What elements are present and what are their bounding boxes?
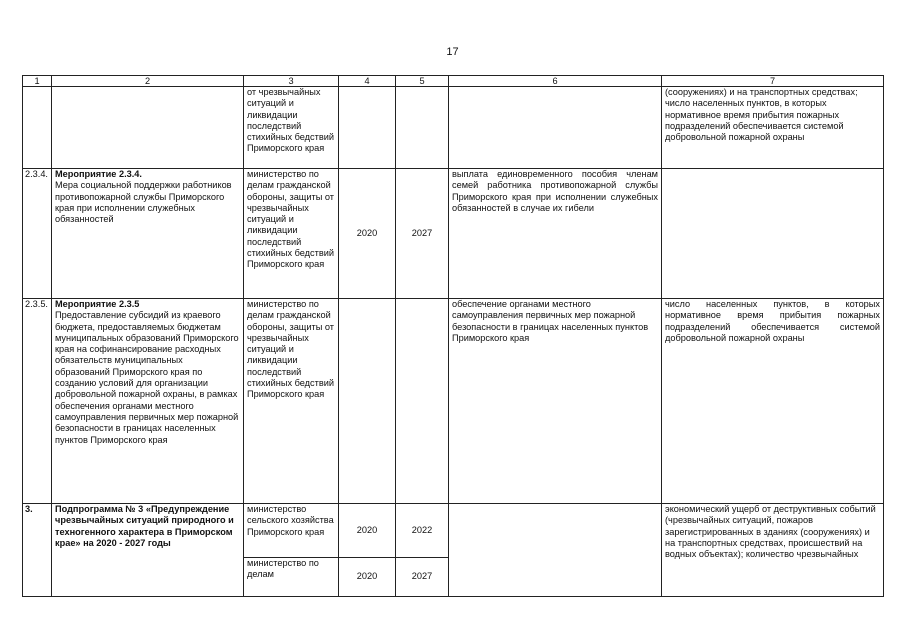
table-row — [23, 87, 884, 169]
start-year-cell — [339, 504, 396, 597]
column-header: 4 — [339, 76, 396, 87]
start-year-cell — [339, 87, 396, 169]
measure-title: Мероприятие 2.3.5 — [55, 299, 140, 309]
end-year-secondary: 2027 — [411, 571, 433, 582]
executor-secondary: министерство по делам — [247, 558, 319, 580]
result-cell — [449, 504, 662, 597]
page-number: 17 — [446, 46, 459, 58]
column-header: 5 — [396, 76, 449, 87]
result-cell: выплата единовременного пособия членам семей работника противопожарной службы Приморского края при исполнении служебных обязанностей в случае их гибели — [449, 169, 662, 299]
column-header: 6 — [449, 76, 662, 87]
result-cell — [449, 87, 662, 169]
measure-cell — [52, 299, 244, 504]
start-year-cell: 2020 — [339, 169, 396, 299]
column-header: 7 — [662, 76, 884, 87]
end-year-cell — [396, 504, 449, 597]
end-year-cell — [396, 299, 449, 504]
indicator-cell: число населенных пунктов, в которых нормативное время прибытия пожарных подразделений обеспечивается системой добровольной пожарной охраны — [662, 299, 884, 504]
row-number — [23, 87, 52, 169]
column-header: 2 — [52, 76, 244, 87]
subprogram-title: Подпрограмма № 3 «Предупреждение чрезвычайных ситуаций природного и техногенного характера в Приморском крае» на 2020 - 2027 годы — [52, 504, 244, 597]
measure-cell — [52, 87, 244, 169]
start-year-secondary: 2020 — [356, 571, 378, 582]
table-row — [23, 169, 884, 299]
end-year-cell: 2027 — [396, 169, 449, 299]
executor-cell: от чрезвычайных ситуаций и ликвидации последствий стихийных бедствий Приморского края — [244, 87, 339, 169]
column-header: 1 — [23, 76, 52, 87]
measure-title: Мероприятие 2.3.4. — [55, 169, 142, 179]
executor-primary: министерство сельского хозяйства Приморского края — [244, 504, 338, 558]
row-number: 2.3.5. — [23, 299, 52, 504]
measure-cell — [52, 169, 244, 299]
indicator-cell — [662, 169, 884, 299]
row-number: 3. — [23, 504, 52, 597]
table-row — [23, 504, 884, 597]
measure-description: Мера социальной поддержки работников противопожарной службы Приморского края при исполнении служебных обязанностей — [55, 180, 232, 225]
column-header-row — [23, 76, 884, 87]
end-year-cell — [396, 87, 449, 169]
executor-cell: министерство по делам гражданской обороны, защиты от чрезвычайных ситуаций и ликвидации последствий стихийных бедствий Приморского края — [244, 169, 339, 299]
result-cell: обеспечение органами местного самоуправления первичных мер пожарной безопасности в границах населенных пунктов Приморского края — [449, 299, 662, 504]
column-header: 3 — [244, 76, 339, 87]
executor-cell — [244, 504, 339, 597]
row-number: 2.3.4. — [23, 169, 52, 299]
start-year-primary: 2020 — [339, 504, 395, 558]
indicator-cell: экономический ущерб от деструктивных событий (чрезвычайных ситуаций, пожаров зарегистрированных в зданиях (сооружениях) и на транспортных средствах, происшествий на водных объектах); количество чрезвычайных — [662, 504, 884, 597]
end-year-primary: 2022 — [396, 504, 448, 558]
start-year-cell — [339, 299, 396, 504]
measure-description: Предоставление субсидий из краевого бюджета, предоставляемых бюджетам муниципальных образований Приморского края на софинансирование расходных обязательств муниципальных образований Приморского края по созданию условий для организации добровольной пожарной охраны, в рамках обеспечения органами местного самоуправления первичных мер пожарной безопасности в границах населенных пунктов Приморского края — [55, 310, 239, 445]
program-table — [22, 75, 884, 597]
executor-cell: министерство по делам гражданской обороны, защиты от чрезвычайных ситуаций и ликвидации последствий стихийных бедствий Приморского края — [244, 299, 339, 504]
table-row — [23, 299, 884, 504]
indicator-cell: (сооружениях) и на транспортных средствах; число населенных пунктов, в которых нормативное время прибытия пожарных подразделений обеспечивается системой добровольной пожарной охраны — [662, 87, 884, 169]
